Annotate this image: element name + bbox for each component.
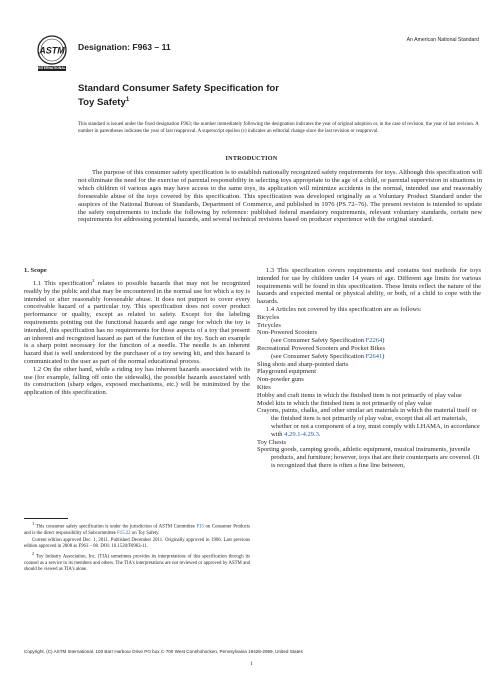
footnotes [24, 521, 250, 575]
ref-text-end: ) [382, 352, 385, 360]
crayons-text-end: . [318, 430, 321, 438]
list-item: Kites [257, 383, 271, 391]
crayons-text: Crayons, paints, chalks, and other similar art materials in which the material itself or the finished item is not primarily of play value, except that all art materials, whether or not a component of a toy, must comply with LHAMA, in accordance with [257, 407, 480, 438]
national-standard-label: An American National Standard [406, 37, 479, 43]
paragraph-1-2: 1.2 On the other hand, while a riding toy has inherent hazards associated with its use (for example, falling off onto the sidewalk), the possible hazards associated with its construction (sharp edges, exposed mechanisms, etc.) will be minimized by the application of this specification. [24, 365, 250, 397]
title-line-1: Standard Consumer Safety Specification for [78, 83, 279, 94]
ref-text: (see Consumer Safety Specification [271, 352, 366, 360]
list-item: Non-powder guns [257, 376, 304, 384]
link-f2641[interactable]: F2641 [365, 352, 383, 360]
footnote-2-mark[interactable]: 2 [92, 277, 95, 283]
list-item: Tricycles [257, 321, 281, 329]
ref-text-end: ) [382, 337, 385, 345]
svg-text:ASTM: ASTM [39, 45, 65, 56]
logo-caption: INTERNATIONAL [38, 66, 66, 70]
title-line-2 [78, 95, 279, 109]
footnote-1-mark: 1 [32, 521, 35, 526]
list-item: Recreational Powered Scooters and Pocket Bikes [257, 344, 385, 352]
link-4-29[interactable]: 4.29.1-4.29.3 [284, 430, 319, 438]
list-item: Playground equipment [257, 368, 317, 376]
scope-heading: 1. Scope [24, 267, 47, 274]
p1-text-b: relates to possible hazards that may not be recognized readily by the public and that may be encountered in the normal use for which a toy is intended or after reasonably foreseeable abuse. It does not purport to cover every conceivable hazard of a particular toy. This specification does not cover product performance or quality, except as related to safety. Except for the labeling requirements pointing out the functional hazards and age range for which the toy is intended, this specification has no requirements for those aspects of a toy that present an inherent and recognized hazard as part of the function of the toy. Such an example is a sharp point necessary for the function of a needle. The needle is an inherent hazard that is well understood by the purchaser of a toy sewing kit, and this hazard is communicated to the user as part of the normal educational process. [24, 279, 250, 365]
document-title [78, 83, 279, 108]
link-f15[interactable]: F15 [196, 524, 204, 530]
list-item: Model kits in which the finished item is not primarily of play value [257, 399, 432, 407]
copyright-notice: Copyright. (C) ASTM International, 100 Barr Harbour Drive PO box C-700 West Conshohocken, Pennsylvania 19428-2959, United States [24, 649, 303, 654]
fn2-text: Toy Industry Association, Inc. (TIA) sometimes provides its interpretations of this specification through its counsel as a service to its members and others. The TIA's interpretations are not reviewed or approved by ASTM and should be viewed as TIA's alone. [24, 555, 250, 573]
footnote-1 [24, 521, 250, 537]
list-item: Sling shots and sharp-pointed darts [257, 360, 349, 368]
paragraph-1-3: 1.3 This specification covers requirements and contains test methods for toys intended for use by children under 14 years of age. Different age limits for various requirements will be found in this specification. These limits reflect the nature of the hazards and expected mental or physical ability, or both, of a child to cope with the hazards. [257, 267, 481, 306]
right-column [257, 267, 481, 470]
list-item: Bicycles [257, 313, 280, 321]
list-item: Toy Chests [257, 438, 286, 446]
footnote-2 [24, 551, 250, 573]
astm-logo [35, 34, 69, 74]
fn1-text-c: on Toy Safety. [130, 530, 160, 536]
footnote-2-label: 2 [32, 551, 35, 557]
list-item-reference [257, 353, 481, 361]
title-footnote-mark[interactable]: 1 [125, 96, 130, 103]
paragraph-1-1 [24, 277, 250, 366]
link-f2264[interactable]: F2264 [365, 337, 383, 345]
left-column [24, 267, 250, 397]
footnote-divider [24, 518, 68, 519]
p1-text-a: 1.1 This specification [33, 279, 93, 287]
designation: Designation: F963 – 11 [78, 42, 171, 52]
list-item: Sporting goods, camping goods, athletic equipment, musical instruments, juvenile products, and furniture; however, toys that are their counterparts are covered. (It is recognized that there is often a fine line between, [257, 446, 480, 469]
title-text: Toy Safety [78, 96, 126, 108]
introduction-heading: INTRODUCTION [225, 155, 278, 162]
page-number: 1 [250, 661, 253, 667]
issuance-notice: This standard is issued under the fixed designation F963; the number immediately following the designation indicates the year of original adoption or, in the case of revision, the year of last revision. A number in parentheses indicates the year of last reapproval. A superscript epsilon (ε) indicates an editorial change since the last revision or reapproval. [78, 122, 479, 134]
link-f15-22[interactable]: F15.22 [117, 530, 131, 536]
footnote-1-approval: Current edition approved Dec. 1, 2011. Published December 2011. Originally approved in 1986. Last previous edition approved in 2008 as F963 – 08. DOI: 10.1520/F0963-11. [24, 538, 250, 550]
fn1-text-b: on Consumer Products and is the direct responsibility of Subcommittee [24, 524, 250, 536]
fn1-text-a: This consumer safety specification is under the jurisdiction of ASTM Committee [35, 524, 197, 530]
list-item-reference [257, 337, 481, 345]
paragraph-1-4: 1.4 Articles not covered by this specification are as follows: [266, 305, 422, 313]
ref-text: (see Consumer Safety Specification [271, 337, 366, 345]
list-item: Non-Powered Scooters [257, 329, 318, 337]
list-item [257, 407, 481, 438]
introduction-text: The purpose of this consumer safety specification is to establish nationally recognized safety requirements for toys. Although this specification will not eliminate the need for the exercise of parental responsibility in selecting toys appropriate to the age of a child, or parental supervision in situations in which children of various ages may have access to the same toys, its application will minimize accidents in the normal, intended use and reasonably foreseeable abuse of the toys covered by this specification. This specification was developed originally as a Voluntary Product Standard under the auspices of the National Bureau of Standards, Department of Commerce, and published in 1976 (PS 72–76). The present revision is intended to update the safety requirements to include the following by reference: published federal mandatory requirements, relevant voluntary standards, certain new requirements for addressing potential hazards, and several technical revisions based on producer experience with the original standard. [78, 169, 482, 224]
list-item: Hobby and craft items in which the finished item is not primarily of play value [257, 391, 462, 399]
